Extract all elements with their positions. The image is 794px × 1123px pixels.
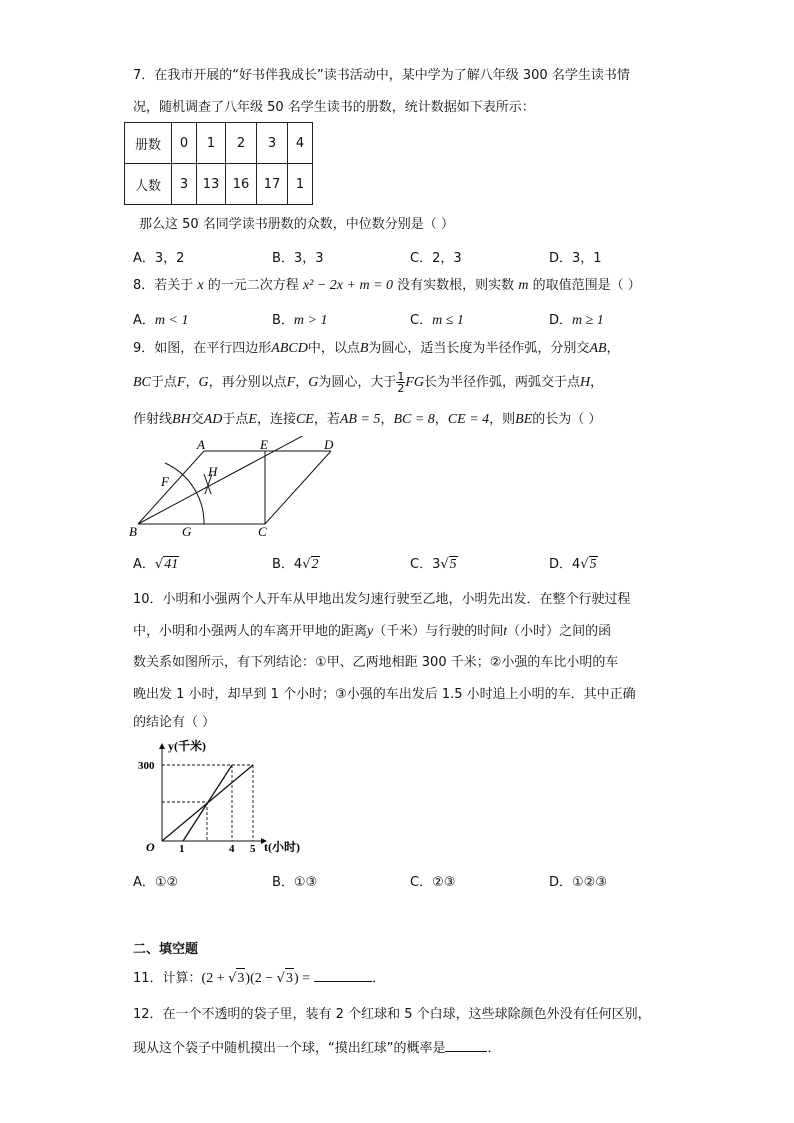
q10-line1: 10．小明和小强两个人开车从甲地出发匀速行驶至乙地，小明先出发．在整个行驶过程: [133, 592, 631, 607]
q7-line1: 7．在我市开展的“好书伴我成长”读书活动中，某中学为了解八年级 300 名学生读书情: [133, 68, 630, 83]
q8-option-c[interactable]: C．m ≤ 1: [410, 313, 464, 328]
q7-option-c[interactable]: C．2，3: [410, 251, 462, 266]
q9-option-d[interactable]: D．4√5: [549, 557, 597, 572]
table-cell: 3: [172, 164, 197, 205]
q10-line2: 中，小明和小强两人的车离开甲地的距离y（千米）与行驶的时间t（小时）之间的函: [133, 624, 612, 639]
q7-option-b[interactable]: B．3，3: [272, 251, 324, 266]
q7-line2: 况，随机调查了八年级 50 名学生读书的册数，统计数据如下表所示：: [133, 100, 535, 115]
q8-option-d[interactable]: D．m ≥ 1: [549, 313, 604, 328]
q12-line1: 12．在一个不透明的袋子里，装有 2 个红球和 5 个白球，这些球除颜色外没有任何区别，: [133, 1007, 651, 1022]
parallelogram-figure: [128, 436, 340, 542]
q10-line5: 的结论有（ ）: [133, 715, 216, 730]
q9-line2: BC于点F，G，再分别以点F，G为圆心，大于 $\frac{1}{2}$ FG长为半径作弧，两弧交于点H，: [133, 370, 604, 395]
q11-answer-blank[interactable]: [314, 967, 372, 982]
q9-option-a[interactable]: A．√41: [133, 557, 179, 572]
q9-option-b[interactable]: B．4√2: [272, 557, 319, 572]
xiaoqiang-line: [183, 765, 232, 841]
q7-question: 那么这 50 名同学读书册数的众数，中位数分别是（ ）: [139, 217, 454, 232]
half-fraction: $\frac{1}{2}$: [397, 370, 405, 395]
q8-equation: x² − 2x + m = 0: [302, 278, 394, 293]
x-axis-label: t(小时): [264, 840, 300, 854]
table-header-people: 人数: [125, 164, 172, 205]
book-count-table: [124, 122, 313, 205]
q8-option-a[interactable]: A．m < 1: [133, 313, 189, 328]
q11-stem: 11．计算：(2 + √3)(2 − √3) = ．: [133, 967, 385, 989]
table-header-books: 册数: [125, 123, 172, 164]
q12-line2: 现从这个袋子中随机摸出一个球，“摸出红球”的概率是 ．: [133, 1037, 501, 1059]
q10-option-d[interactable]: D．①②③: [549, 875, 607, 890]
table-cell: 2: [226, 123, 257, 164]
label-e: E: [260, 437, 268, 452]
table-row: [125, 123, 313, 164]
table-cell: 1: [288, 164, 313, 205]
q10-line3: 数关系如图所示，有下列结论：①甲、乙两地相距 300 千米；②小强的车比小明的车: [133, 655, 619, 670]
table-cell: 16: [226, 164, 257, 205]
q9-line1: 9．如图，在平行四边形ABCD中，以点B为圆心，适当长度为半径作弧，分别交AB，: [133, 341, 620, 356]
table-cell: 1: [197, 123, 226, 164]
q8-stem: 8．若关于 x 的一元二次方程 x² − 2x + m = 0 没有实数根，则实数 m 的取值范围是（ ）: [133, 278, 641, 293]
distance-time-graph: [138, 738, 308, 860]
table-row: [125, 164, 313, 205]
label-a: A: [197, 437, 205, 452]
label-b: B: [129, 524, 137, 539]
table-cell: 3: [257, 123, 288, 164]
q9-line3: 作射线BH交AD于点E，连接CE，若AB = 5，BC = 8，CE = 4，则BE的长为（ ）: [133, 412, 602, 427]
label-c: C: [258, 524, 267, 539]
x-tick-5: 5: [250, 843, 256, 855]
table-cell: 0: [172, 123, 197, 164]
label-f: F: [161, 474, 169, 489]
y-axis-label: y(千米): [168, 739, 206, 753]
side-dc: [265, 451, 331, 524]
q9-option-c[interactable]: C．3√5: [410, 557, 457, 572]
q10-option-b[interactable]: B．①③: [272, 875, 318, 890]
section-title: 二、填空题: [133, 942, 199, 957]
label-h: H: [208, 464, 218, 479]
q7-option-d[interactable]: D．3，1: [549, 251, 602, 266]
q12-answer-blank[interactable]: [445, 1037, 487, 1052]
origin-label: O: [146, 840, 155, 854]
label-d: D: [324, 437, 334, 452]
table-cell: 13: [197, 164, 226, 205]
q10-option-a[interactable]: A．①②: [133, 875, 179, 890]
q7-option-a[interactable]: A．3，2: [133, 251, 185, 266]
y-tick-300: 300: [138, 760, 155, 772]
x-tick-4: 4: [229, 843, 235, 855]
q10-line4: 晚出发 1 小时，却早到 1 个小时；③小强的车出发后 1.5 小时追上小明的车．其中正确: [133, 687, 636, 702]
label-g: G: [182, 524, 192, 539]
q8-option-b[interactable]: B．m > 1: [272, 313, 328, 328]
table-cell: 17: [257, 164, 288, 205]
side-ab: [138, 451, 204, 524]
table-cell: 4: [288, 123, 313, 164]
q10-option-c[interactable]: C．②③: [410, 875, 456, 890]
x-tick-1: 1: [179, 843, 185, 855]
